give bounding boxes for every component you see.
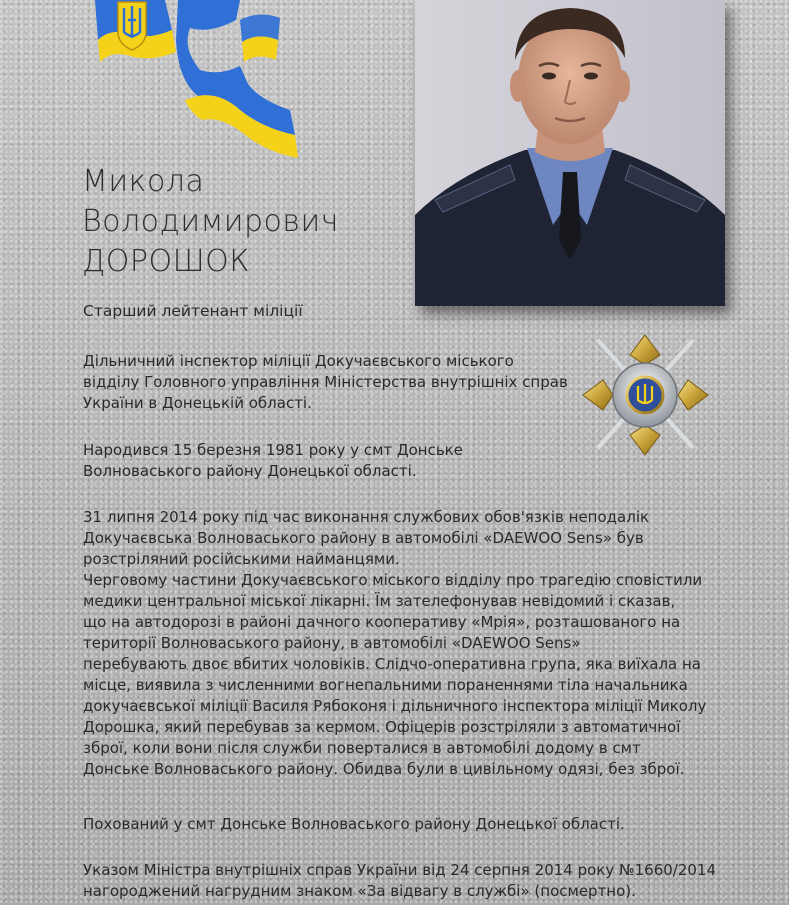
text-line: Указом Міністра внутрішніх справ України від 24 серпня 2014 року №1660/2014	[83, 861, 717, 879]
position-paragraph	[83, 351, 733, 414]
text-line: нагороджений нагрудним знаком «За відвагу в службі» (посмертно).	[83, 882, 636, 900]
text-line: перебувають двоє вбитих чоловіків. Слідчо-оперативна група, яка виїхала на	[83, 655, 701, 673]
text-line: території Волноваського району, в автомобілі «DAEWOO Sens»	[83, 634, 581, 652]
text-line: що на автодорозі в районі дачного кооперативу «Мрія», розташованого на	[83, 613, 681, 631]
text-line: Народився 15 березня 1981 року у смт Донське	[83, 441, 463, 459]
text-line: докучаєвської міліції Василя Рябоконя і дільничного інспектора міліції Миколу	[83, 697, 707, 715]
text-line: Дорошка, який перебував за кермом. Офіцерів розстріляли з автоматичної	[83, 718, 681, 736]
text-line: Дільничний інспектор міліції Докучаєвського міського	[83, 352, 514, 370]
burial-paragraph	[83, 814, 733, 835]
text-line: Докучаєвська Волноваського району в автомобілі «DAEWOO Sens» був	[83, 529, 644, 547]
trident-icon	[118, 2, 146, 50]
text-line: 31 липня 2014 року під час виконання службових обов'язків неподалік	[83, 508, 650, 526]
text-line: розстріляний російськими найманцями.	[83, 550, 400, 568]
text-line: медики центральної міської лікарні. Їм зателефонував невідомий і сказав,	[83, 592, 676, 610]
text-line: місце, виявила з численними вогнепальними пораненнями тіла начальника	[83, 676, 688, 694]
text-line: зброї, коли вони після служби поверталися в автомобілі додому в смт	[83, 739, 641, 757]
patronymic: Володимирович	[82, 204, 339, 239]
text-line: Донське Волноваського району. Обидва були в цивільному одязі, без зброї.	[83, 760, 685, 778]
text-line: Похований у смт Донське Волноваського району Донецької області.	[83, 815, 625, 833]
text-line: відділу Головного управління Міністерства внутрішніх справ	[83, 373, 568, 391]
text-line: Черговому частини Докучаєвського міського відділу про трагедію сповістили	[83, 571, 703, 589]
first-name: Микола	[82, 164, 205, 199]
birth-paragraph	[83, 440, 733, 482]
death-paragraph	[83, 507, 733, 780]
ukrainian-flag-image	[90, 0, 305, 175]
portrait-photo	[415, 0, 725, 306]
person-full-name	[82, 162, 339, 282]
text-line: України в Донецькій області.	[83, 394, 312, 412]
surname: ДОРОШОК	[82, 244, 250, 279]
text-line: Волноваського району Донецької області.	[83, 462, 417, 480]
award-paragraph	[83, 860, 733, 902]
rank-text: Старший лейтенант міліції	[83, 302, 303, 320]
